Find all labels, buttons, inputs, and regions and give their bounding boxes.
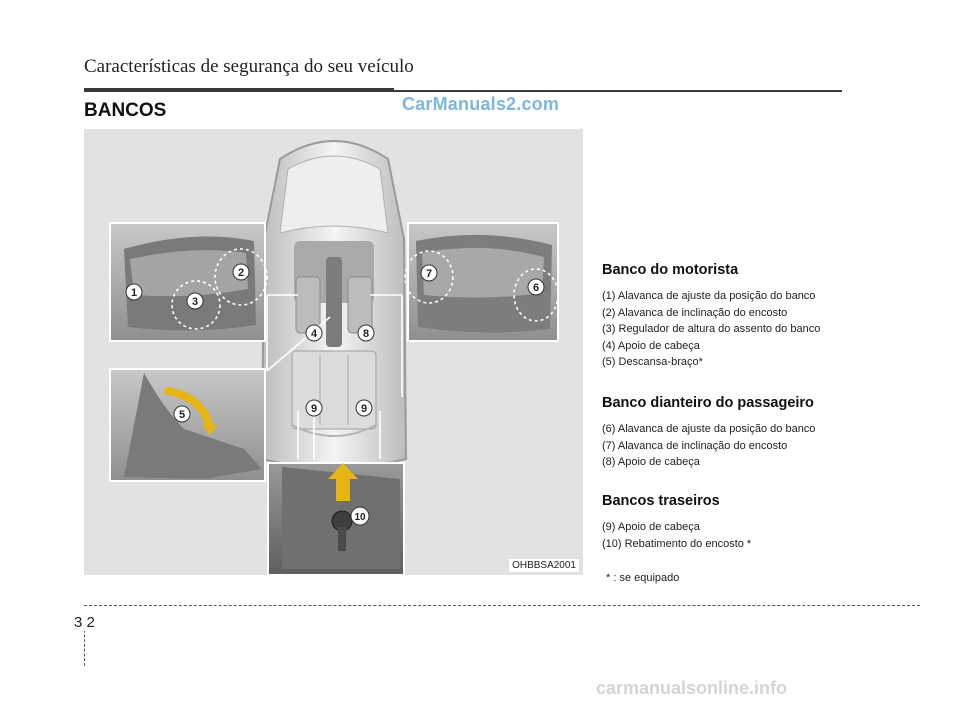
inset-rear-fold <box>268 463 404 575</box>
svg-text:3: 3 <box>191 296 199 308</box>
svg-text:7: 7 <box>425 268 433 280</box>
inset-driver-seat <box>110 223 267 341</box>
svg-text:1: 1 <box>130 287 138 299</box>
page-divider <box>84 605 920 606</box>
svg-text:9: 9 <box>360 403 368 415</box>
group-driver-seat <box>602 262 862 371</box>
seats-illustration <box>84 129 583 575</box>
watermark-logo[interactable]: CarManuals2.com <box>402 94 560 114</box>
chapter-header: Características de segurança do seu veículo <box>84 56 414 77</box>
list-item: (7) Alavanca de inclinação do encosto <box>602 439 788 452</box>
group-title: Bancos traseiros <box>602 493 720 509</box>
list-item: (5) Descansa-braço* <box>602 356 703 369</box>
watermark-site[interactable]: carmanualsonline.info <box>596 678 788 698</box>
list-item: (3) Regulador de altura do assento do banco <box>602 323 821 336</box>
svg-text:10: 10 <box>354 512 366 523</box>
callout-3 <box>187 293 203 309</box>
callout-6 <box>528 279 544 295</box>
section-title: BANCOS <box>84 100 167 121</box>
callout-5 <box>174 406 190 422</box>
list-item: (1) Alavanca de ajuste da posição do banco <box>602 290 816 302</box>
callout-8 <box>358 325 374 341</box>
list-item: (8) Apoio de cabeça <box>602 456 700 469</box>
inset-armrest <box>110 369 265 481</box>
svg-text:9: 9 <box>310 403 318 415</box>
svg-text:8: 8 <box>362 328 370 340</box>
header-rule-thick <box>84 88 394 92</box>
car-seats-diagram <box>84 129 583 575</box>
group-title: Banco do motorista <box>602 262 739 278</box>
group-title: Banco dianteiro do passageiro <box>602 395 814 411</box>
callout-7 <box>421 265 437 281</box>
header-rule-thin <box>384 90 842 92</box>
callout-1 <box>126 284 142 300</box>
callout-9-left <box>306 400 322 416</box>
callout-2 <box>233 264 249 280</box>
list-item: (9) Apoio de cabeça <box>602 521 700 533</box>
page-number: 3 2 <box>74 614 95 631</box>
list-item: (4) Apoio de cabeça <box>602 339 700 352</box>
group-front-passenger-seat <box>602 395 862 471</box>
callout-4 <box>306 325 322 341</box>
footnote: * : se equipado <box>606 572 680 584</box>
list-item: (2) Alavanca de inclinação do encosto <box>602 306 788 319</box>
callout-9-right <box>356 400 372 416</box>
svg-text:5: 5 <box>178 409 186 421</box>
header-rule <box>84 88 842 92</box>
figure-code: OHBBSA2001 <box>509 559 579 572</box>
svg-text:4: 4 <box>310 328 318 340</box>
list-item: (10) Rebatimento do encosto * <box>602 537 752 550</box>
svg-text:2: 2 <box>237 267 245 279</box>
list-item: (6) Alavanca de ajuste da posição do banco <box>602 423 816 435</box>
group-rear-seats <box>602 493 862 552</box>
car-top-view <box>262 141 406 475</box>
callout-10 <box>351 507 369 525</box>
svg-text:6: 6 <box>532 282 540 294</box>
